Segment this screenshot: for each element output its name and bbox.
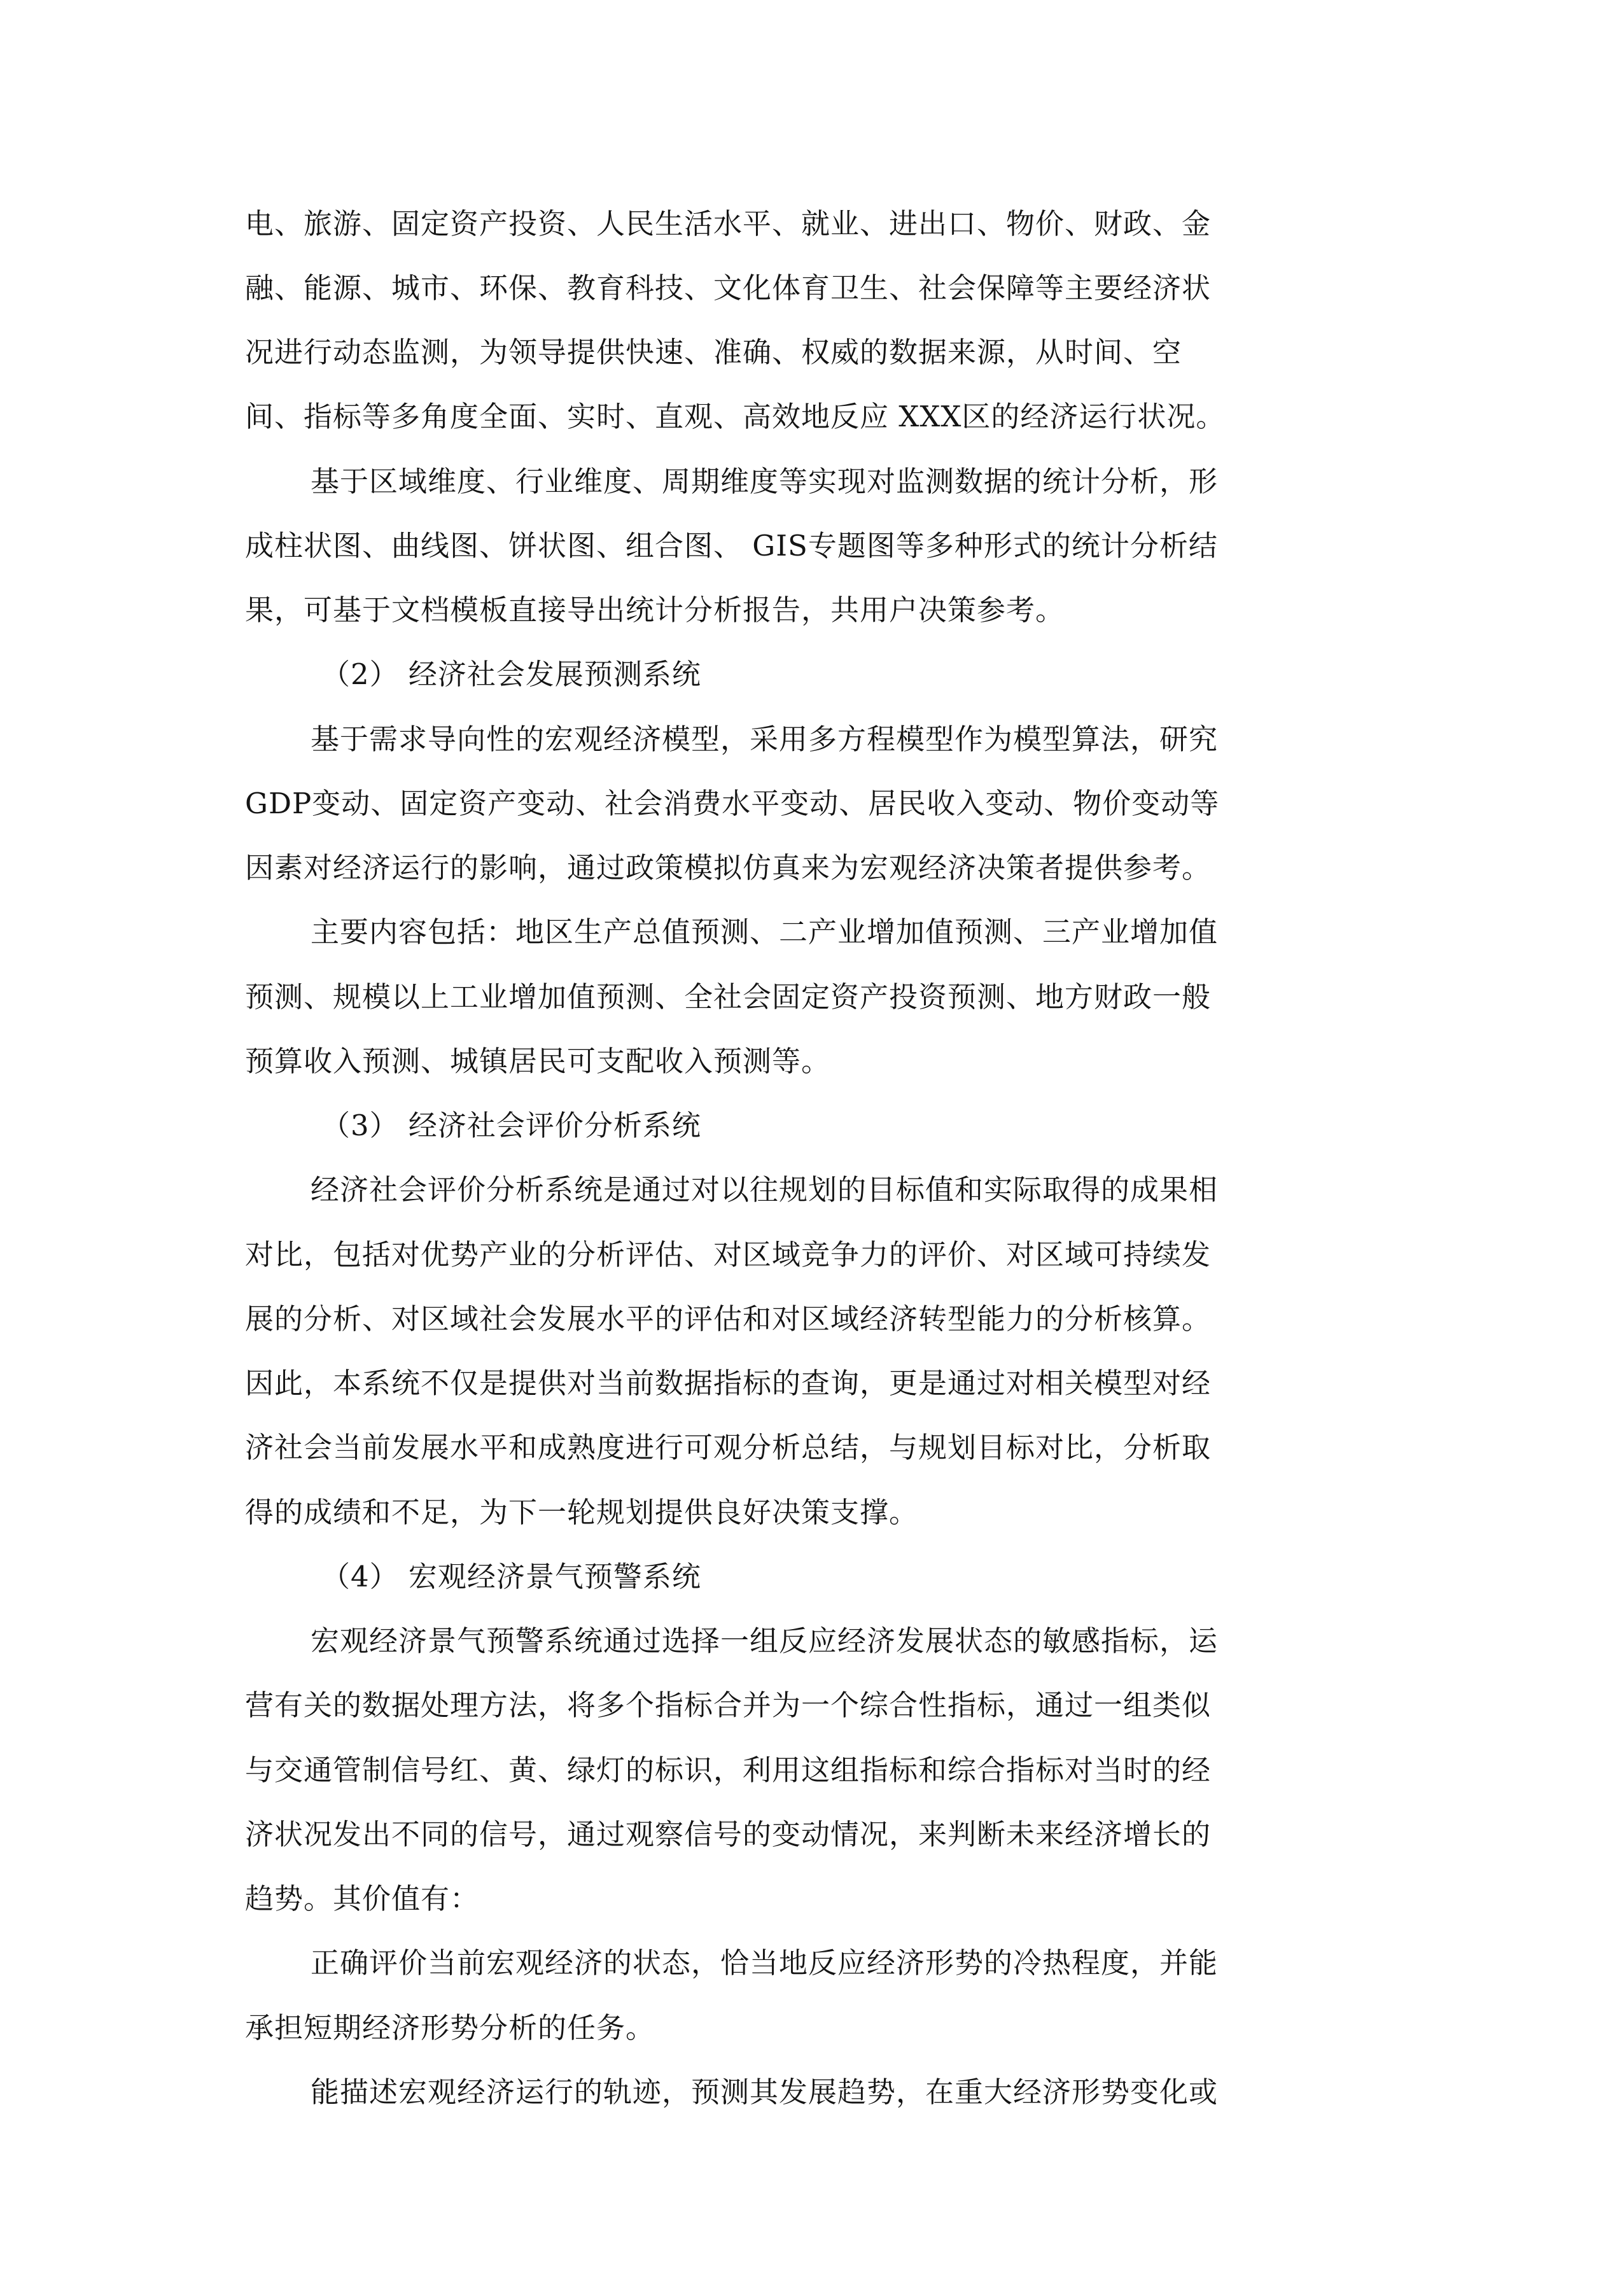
text-line: 成柱状图、曲线图、饼状图、组合图、 GIS专题图等多种形式的统计分析结	[245, 529, 1218, 563]
section-heading: （4） 宏观经济景气预警系统	[321, 1560, 701, 1593]
text-line: GDP变动、固定资产变动、社会消费水平变动、居民收入变动、物价变动等	[245, 787, 1220, 820]
section-heading: （3） 经济社会评价分析系统	[321, 1109, 701, 1142]
text-line: 济社会当前发展水平和成熟度进行可观分析总结，与规划目标对比，分析取	[245, 1431, 1212, 1464]
text-line: 因素对经济运行的影响，通过政策模拟仿真来为宏观经济决策者提供参考。	[245, 851, 1212, 885]
text-line: 得的成绩和不足，为下一轮规划提供良好决策支撑。	[245, 1495, 919, 1529]
text-line: 对比，包括对优势产业的分析评估、对区域竞争力的评价、对区域可持续发	[245, 1238, 1212, 1271]
text-line: 预算收入预测、城镇居民可支配收入预测等。	[245, 1044, 831, 1078]
text-line: 承担短期经济形势分析的任务。	[245, 2011, 655, 2045]
text-line: 主要内容包括：地区生产总值预测、二产业增加值预测、三产业增加值	[311, 915, 1219, 949]
text-line: 果，可基于文档模板直接导出统计分析报告，共用户决策参考。	[245, 593, 1065, 627]
text-line: 预测、规模以上工业增加值预测、全社会固定资产投资预测、地方财政一般	[245, 980, 1212, 1014]
text-line: 趋势。其价值有：	[245, 1882, 480, 1915]
text-line: 电、旅游、固定资产投资、人民生活水平、就业、进出口、物价、财政、金	[245, 207, 1212, 241]
text-line: 与交通管制信号红、黄、绿灯的标识，利用这组指标和综合指标对当时的经	[245, 1753, 1212, 1787]
text-line: 基于需求导向性的宏观经济模型，采用多方程模型作为模型算法，研究	[311, 722, 1219, 756]
text-line: 宏观经济景气预警系统通过选择一组反应经济发展状态的敏感指标，运	[311, 1624, 1219, 1658]
text-line: 展的分析、对区域社会发展水平的评估和对区域经济转型能力的分析核算。	[245, 1302, 1212, 1336]
text-line: 经济社会评价分析系统是通过对以往规划的目标值和实际取得的成果相	[311, 1173, 1219, 1207]
section-heading: （2） 经济社会发展预测系统	[321, 657, 701, 691]
text-line: 济状况发出不同的信号，通过观察信号的变动情况，来判断未来经济增长的	[245, 1817, 1212, 1851]
text-line: 间、指标等多角度全面、实时、直观、高效地反应 XXX区的经济运行状况。	[245, 400, 1226, 433]
text-line: 营有关的数据处理方法，将多个指标合并为一个综合性指标，通过一组类似	[245, 1688, 1212, 1722]
text-line: 融、能源、城市、环保、教育科技、文化体育卫生、社会保障等主要经济状	[245, 271, 1212, 305]
text-line: 能描述宏观经济运行的轨迹，预测其发展趋势，在重大经济形势变化或	[311, 2075, 1219, 2109]
text-line: 因此，本系统不仅是提供对当前数据指标的查询，更是通过对相关模型对经	[245, 1366, 1212, 1400]
text-line: 基于区域维度、行业维度、周期维度等实现对监测数据的统计分析，形	[311, 465, 1219, 498]
text-line: 况进行动态监测，为领导提供快速、准确、权威的数据来源，从时间、空	[245, 335, 1182, 369]
text-line: 正确评价当前宏观经济的状态，恰当地反应经济形势的冷热程度，并能	[311, 1946, 1219, 1980]
